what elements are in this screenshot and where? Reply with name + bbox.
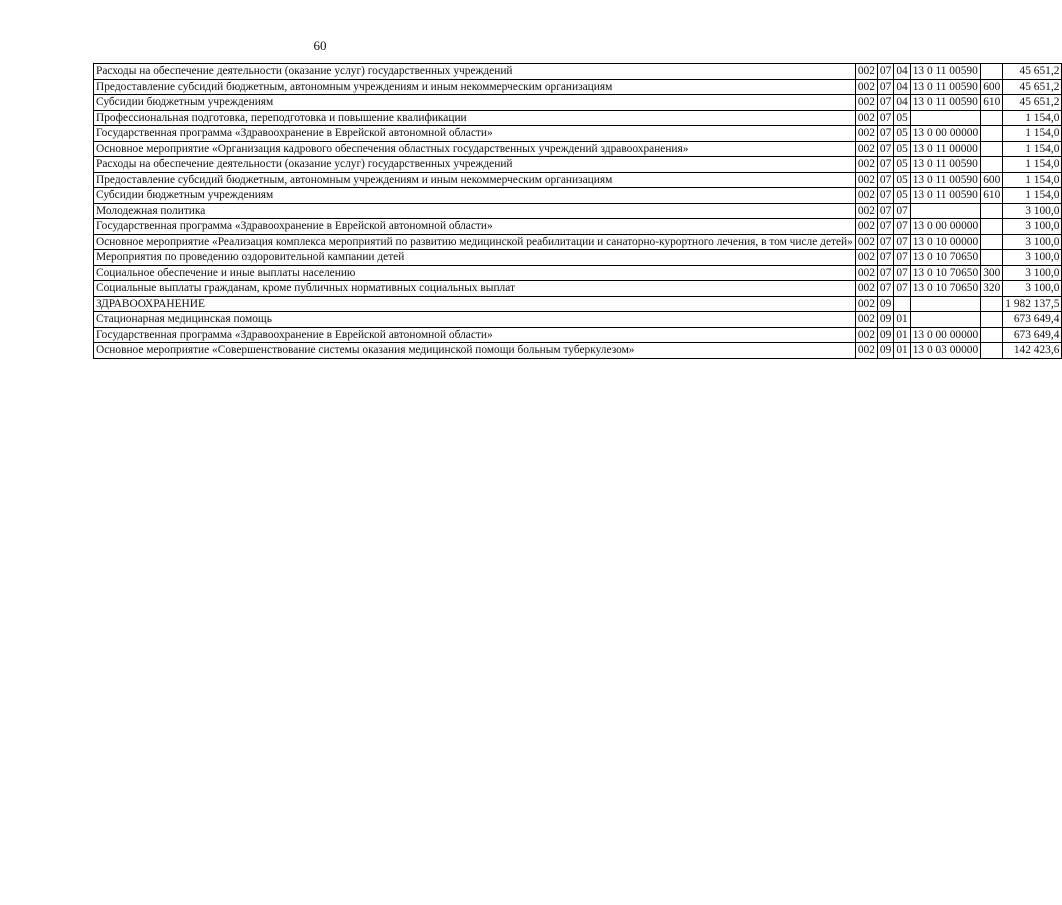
row-name-cell: Социальное обеспечение и иные выплаты населению — [94, 265, 856, 281]
target-article-cell: 13 0 11 00590 — [910, 79, 981, 95]
target-article-cell: 13 0 10 00000 — [910, 234, 981, 250]
subsection-code-cell: 07 — [894, 219, 910, 235]
subsection-code-cell: 05 — [894, 110, 910, 126]
expense-type-cell: 300 — [981, 265, 1003, 281]
amount-cell: 1 154,0 — [1003, 188, 1062, 204]
expense-type-cell — [981, 141, 1003, 157]
ministry-code-cell: 002 — [855, 157, 877, 173]
table-row — [94, 327, 1062, 343]
amount-cell: 1 154,0 — [1003, 126, 1062, 142]
amount-cell: 3 100,0 — [1003, 234, 1062, 250]
row-name-cell: ЗДРАВООХРАНЕНИЕ — [94, 296, 856, 312]
amount-cell: 45 651,2 — [1003, 95, 1062, 111]
ministry-code-cell: 002 — [855, 296, 877, 312]
expense-type-cell — [981, 126, 1003, 142]
subsection-code-cell: 07 — [894, 281, 910, 297]
table-row — [94, 265, 1062, 281]
page-number: 60 — [313, 38, 327, 53]
table-row — [94, 281, 1062, 297]
subsection-code-cell: 01 — [894, 343, 910, 359]
subsection-code-cell: 04 — [894, 79, 910, 95]
section-code-cell: 09 — [877, 296, 893, 312]
section-code-cell: 09 — [877, 312, 893, 328]
section-code-cell: 07 — [877, 126, 893, 142]
expense-type-cell — [981, 327, 1003, 343]
expense-type-cell: 610 — [981, 95, 1003, 111]
table-row — [94, 95, 1062, 111]
subsection-code-cell: 07 — [894, 203, 910, 219]
section-code-cell: 07 — [877, 234, 893, 250]
row-name-cell: Основное мероприятие «Совершенствование системы оказания медицинской помощи больным туберкулезом» — [94, 343, 856, 359]
expense-type-cell: 320 — [981, 281, 1003, 297]
section-code-cell: 07 — [877, 110, 893, 126]
amount-cell: 45 651,2 — [1003, 64, 1062, 80]
ministry-code-cell: 002 — [855, 343, 877, 359]
ministry-code-cell: 002 — [855, 79, 877, 95]
section-code-cell: 07 — [877, 157, 893, 173]
expense-type-cell: 610 — [981, 188, 1003, 204]
target-article-cell: 13 0 00 00000 — [910, 126, 981, 142]
target-article-cell — [910, 203, 981, 219]
budget-table — [93, 63, 1062, 359]
row-name-cell: Государственная программа «Здравоохранение в Еврейской автономной области» — [94, 327, 856, 343]
target-article-cell — [910, 110, 981, 126]
target-article-cell — [910, 296, 981, 312]
row-name-cell: Молодежная политика — [94, 203, 856, 219]
table-row — [94, 157, 1062, 173]
section-code-cell: 07 — [877, 172, 893, 188]
subsection-code-cell: 05 — [894, 172, 910, 188]
subsection-code-cell: 04 — [894, 64, 910, 80]
ministry-code-cell: 002 — [855, 141, 877, 157]
row-name-cell: Мероприятия по проведению оздоровительной кампании детей — [94, 250, 856, 266]
target-article-cell: 13 0 11 00590 — [910, 95, 981, 111]
subsection-code-cell: 01 — [894, 312, 910, 328]
table-row — [94, 219, 1062, 235]
target-article-cell: 13 0 03 00000 — [910, 343, 981, 359]
amount-cell: 3 100,0 — [1003, 219, 1062, 235]
expense-type-cell: 600 — [981, 172, 1003, 188]
target-article-cell: 13 0 10 70650 — [910, 281, 981, 297]
table-row — [94, 203, 1062, 219]
target-article-cell: 13 0 11 00590 — [910, 157, 981, 173]
ministry-code-cell: 002 — [855, 281, 877, 297]
expense-type-cell — [981, 234, 1003, 250]
expense-type-cell: 600 — [981, 79, 1003, 95]
amount-cell: 673 649,4 — [1003, 312, 1062, 328]
table-row — [94, 141, 1062, 157]
subsection-code-cell: 04 — [894, 95, 910, 111]
target-article-cell: 13 0 00 00000 — [910, 327, 981, 343]
row-name-cell: Социальные выплаты гражданам, кроме публичных нормативных социальных выплат — [94, 281, 856, 297]
section-code-cell: 07 — [877, 79, 893, 95]
row-name-cell: Основное мероприятие «Организация кадрового обеспечения областных государственных учреждений здравоохранения» — [94, 141, 856, 157]
row-name-cell: Предоставление субсидий бюджетным, автономным учреждениям и иным некоммерческим организациям — [94, 172, 856, 188]
table-row — [94, 126, 1062, 142]
amount-cell: 45 651,2 — [1003, 79, 1062, 95]
table-row — [94, 296, 1062, 312]
target-article-cell: 13 0 11 00000 — [910, 141, 981, 157]
ministry-code-cell: 002 — [855, 110, 877, 126]
expense-type-cell — [981, 64, 1003, 80]
subsection-code-cell: 05 — [894, 157, 910, 173]
ministry-code-cell: 002 — [855, 203, 877, 219]
table-row — [94, 250, 1062, 266]
ministry-code-cell: 002 — [855, 312, 877, 328]
ministry-code-cell: 002 — [855, 172, 877, 188]
target-article-cell: 13 0 11 00590 — [910, 188, 981, 204]
ministry-code-cell: 002 — [855, 265, 877, 281]
amount-cell: 1 154,0 — [1003, 110, 1062, 126]
target-article-cell — [910, 312, 981, 328]
subsection-code-cell: 05 — [894, 126, 910, 142]
table-row — [94, 79, 1062, 95]
section-code-cell: 07 — [877, 64, 893, 80]
section-code-cell: 07 — [877, 219, 893, 235]
amount-cell: 1 154,0 — [1003, 172, 1062, 188]
table-row — [94, 172, 1062, 188]
row-name-cell: Государственная программа «Здравоохранение в Еврейской автономной области» — [94, 219, 856, 235]
subsection-code-cell: 05 — [894, 188, 910, 204]
row-name-cell: Расходы на обеспечение деятельности (оказание услуг) государственных учреждений — [94, 157, 856, 173]
subsection-code-cell: 07 — [894, 234, 910, 250]
section-code-cell: 07 — [877, 250, 893, 266]
row-name-cell: Профессиональная подготовка, переподготовка и повышение квалификации — [94, 110, 856, 126]
row-name-cell: Расходы на обеспечение деятельности (оказание услуг) государственных учреждений — [94, 64, 856, 80]
target-article-cell: 13 0 11 00590 — [910, 64, 981, 80]
row-name-cell: Государственная программа «Здравоохранение в Еврейской автономной области» — [94, 126, 856, 142]
ministry-code-cell: 002 — [855, 234, 877, 250]
ministry-code-cell: 002 — [855, 219, 877, 235]
section-code-cell: 07 — [877, 265, 893, 281]
subsection-code-cell: 05 — [894, 141, 910, 157]
subsection-code-cell: 07 — [894, 250, 910, 266]
row-name-cell: Субсидии бюджетным учреждениям — [94, 95, 856, 111]
table-row — [94, 64, 1062, 80]
row-name-cell: Стационарная медицинская помощь — [94, 312, 856, 328]
subsection-code-cell: 07 — [894, 265, 910, 281]
ministry-code-cell: 002 — [855, 64, 877, 80]
budget-table-body — [94, 64, 1062, 359]
target-article-cell: 13 0 11 00590 — [910, 172, 981, 188]
table-row — [94, 312, 1062, 328]
expense-type-cell — [981, 343, 1003, 359]
section-code-cell: 09 — [877, 327, 893, 343]
row-name-cell: Основное мероприятие «Реализация комплекса мероприятий по развитию медицинской реабилитации и санаторно-курортного лечения, в том числе детей» — [94, 234, 856, 250]
amount-cell: 3 100,0 — [1003, 265, 1062, 281]
amount-cell: 1 154,0 — [1003, 157, 1062, 173]
ministry-code-cell: 002 — [855, 327, 877, 343]
amount-cell: 3 100,0 — [1003, 250, 1062, 266]
amount-cell: 142 423,6 — [1003, 343, 1062, 359]
amount-cell: 1 982 137,5 — [1003, 296, 1062, 312]
expense-type-cell — [981, 250, 1003, 266]
table-row — [94, 188, 1062, 204]
amount-cell: 673 649,4 — [1003, 327, 1062, 343]
ministry-code-cell: 002 — [855, 95, 877, 111]
section-code-cell: 09 — [877, 343, 893, 359]
section-code-cell: 07 — [877, 281, 893, 297]
ministry-code-cell: 002 — [855, 126, 877, 142]
target-article-cell: 13 0 00 00000 — [910, 219, 981, 235]
amount-cell: 3 100,0 — [1003, 203, 1062, 219]
target-article-cell: 13 0 10 70650 — [910, 265, 981, 281]
subsection-code-cell — [894, 296, 910, 312]
ministry-code-cell: 002 — [855, 188, 877, 204]
ministry-code-cell: 002 — [855, 250, 877, 266]
section-code-cell: 07 — [877, 188, 893, 204]
row-name-cell: Предоставление субсидий бюджетным, автономным учреждениям и иным некоммерческим организациям — [94, 79, 856, 95]
section-code-cell: 07 — [877, 141, 893, 157]
subsection-code-cell: 01 — [894, 327, 910, 343]
expense-type-cell — [981, 157, 1003, 173]
target-article-cell: 13 0 10 70650 — [910, 250, 981, 266]
expense-type-cell — [981, 203, 1003, 219]
amount-cell: 1 154,0 — [1003, 141, 1062, 157]
expense-type-cell — [981, 219, 1003, 235]
table-row — [94, 110, 1062, 126]
table-row — [94, 234, 1062, 250]
section-code-cell: 07 — [877, 203, 893, 219]
amount-cell: 3 100,0 — [1003, 281, 1062, 297]
expense-type-cell — [981, 312, 1003, 328]
expense-type-cell — [981, 110, 1003, 126]
table-row — [94, 343, 1062, 359]
expense-type-cell — [981, 296, 1003, 312]
section-code-cell: 07 — [877, 95, 893, 111]
row-name-cell: Субсидии бюджетным учреждениям — [94, 188, 856, 204]
